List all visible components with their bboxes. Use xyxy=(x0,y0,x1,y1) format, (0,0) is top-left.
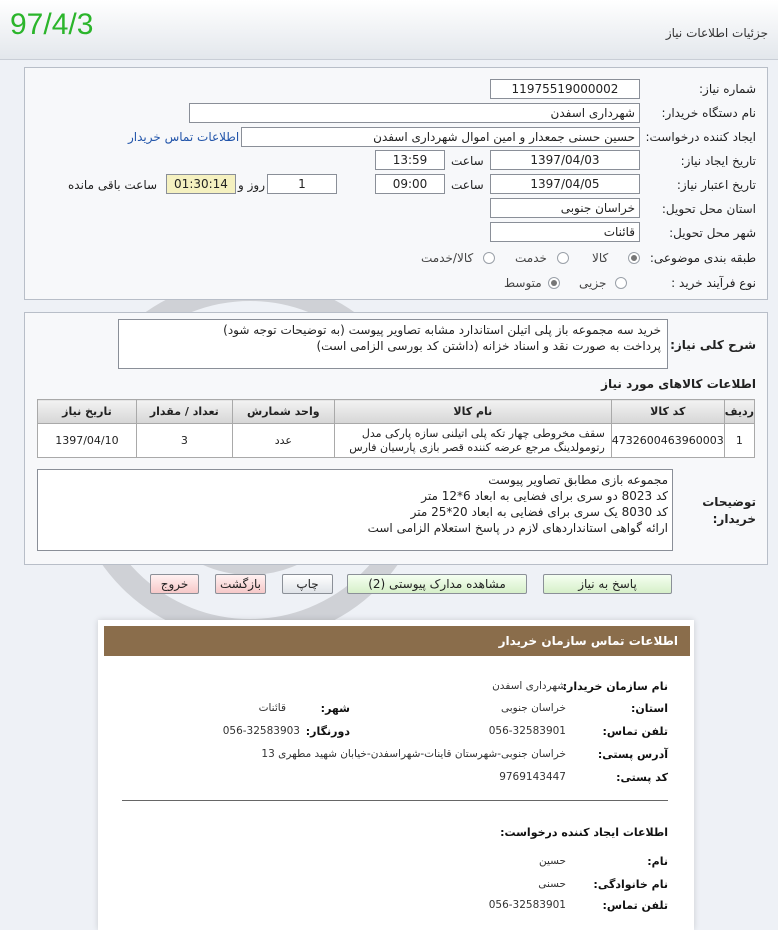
cell-item-name: سقف مخروطی چهار تکه پلی اتیلنی سازه پارکی مدل رتومولدینگ مرجع عرضه کننده قصر بازی پارسیان فارس xyxy=(334,424,611,458)
creator-label: ایجاد کننده درخواست: xyxy=(645,130,756,144)
page-header xyxy=(0,0,778,60)
valid-date-label: تاریخ اعتبار نیاز: xyxy=(676,178,756,192)
col-item-code: کد کالا xyxy=(611,400,724,424)
remaining-time-field[interactable]: 01:30:14 xyxy=(166,174,236,194)
notes-label-1: توضیحات xyxy=(702,495,756,509)
cell-item-code: 4732600463960003 xyxy=(611,424,724,458)
col-item-name: نام کالا xyxy=(334,400,611,424)
category-label: طبقه بندی موضوعی: xyxy=(649,251,756,265)
process-radio-minor[interactable] xyxy=(615,277,627,289)
summary-line: خرید سه مجموعه باز پلی اتیلن استاندارد مشابه تصاویر پیوست (به توضیحات توجه شود) xyxy=(223,323,661,337)
process-radio-medium[interactable] xyxy=(548,277,560,289)
creator-field[interactable]: حسین حسنی جمعدار و امین اموال شهرداری اسفدن xyxy=(241,127,640,147)
category-radio-both[interactable] xyxy=(483,252,495,264)
contact-address-label: آدرس پستی: xyxy=(597,748,668,761)
col-unit: واحد شمارش xyxy=(232,400,334,424)
category-radio-goods[interactable] xyxy=(628,252,640,264)
process-label: نوع فرآیند خرید : xyxy=(671,276,756,290)
notes-line: مجموعه بازی مطابق تصاویر پیوست xyxy=(488,473,668,487)
col-row-number: ردیف xyxy=(724,400,754,424)
notes-line: کد 8030 یک سری برای فضایی به ابعاد 20*25 متر xyxy=(410,505,668,519)
province-label: استان محل تحویل: xyxy=(661,202,756,216)
items-table xyxy=(37,399,755,458)
creator-phone-value: 056-32583901 xyxy=(488,899,566,911)
buyer-org-field[interactable]: شهرداری اسفدن xyxy=(189,103,640,123)
contact-address-value: خراسان جنوبی-شهرستان قاینات-شهراسفدن-خیابان شهید مطهری 13 xyxy=(261,748,566,760)
contact-postal-label: کد پستی: xyxy=(616,771,668,784)
notes-line: کد 8023 دو سری برای فضایی به ابعاد 6*12 متر xyxy=(421,489,668,503)
contact-phone-label: تلفن تماس: xyxy=(602,725,668,738)
buyer-contact-link[interactable]: اطلاعات تماس خریدار xyxy=(128,130,240,144)
category-option-both: کالا/خدمت xyxy=(421,251,474,265)
created-date-label: تاریخ ایجاد نیاز: xyxy=(680,154,756,168)
creator-name-value: حسین xyxy=(538,855,566,867)
attachments-button[interactable]: مشاهده مدارک پیوستی (2) xyxy=(347,574,527,594)
summary-line: پرداخت به صورت نقد و اسناد خزانه (داشتن کد بورسی الزامی است) xyxy=(316,339,661,353)
remaining-days-field[interactable]: 1 xyxy=(267,174,337,194)
contact-postal-value: 9769143447 xyxy=(499,771,566,783)
creator-name-label: نام: xyxy=(647,855,668,868)
created-time-label: ساعت xyxy=(451,154,484,168)
days-label: روز و xyxy=(238,178,265,192)
back-button[interactable]: بازگشت xyxy=(215,574,266,594)
notes-line: ارائه گواهی استانداردهای لازم در پاسخ استعلام الزامی است xyxy=(367,521,668,535)
created-date-field[interactable]: 1397/04/03 xyxy=(490,150,640,170)
col-need-date: تاریخ نیاز xyxy=(38,400,137,424)
contact-province-value: خراسان جنوبی xyxy=(500,702,566,714)
province-field[interactable]: خراسان جنوبی xyxy=(490,198,640,218)
process-option-minor: جزیی xyxy=(579,276,607,290)
contact-divider xyxy=(122,800,668,801)
col-quantity: تعداد / مقدار xyxy=(136,400,232,424)
table-row xyxy=(38,424,755,458)
contact-city-label: شهر: xyxy=(320,702,350,715)
cell-row-number: 1 xyxy=(724,424,754,458)
valid-time-field[interactable]: 09:00 xyxy=(375,174,445,194)
reply-button[interactable]: پاسخ به نیاز xyxy=(543,574,672,594)
contact-org-label: نام سازمان خریدار: xyxy=(562,680,668,693)
contact-fax-label: دورنگار: xyxy=(305,725,350,738)
creator-family-value: حسنی xyxy=(538,878,566,890)
category-option-goods: کالا xyxy=(592,251,609,265)
buyer-notes-textarea[interactable] xyxy=(37,469,673,551)
buyer-org-label: نام دستگاه خریدار: xyxy=(661,106,756,120)
contact-fax-value: 056-32583903 xyxy=(222,725,300,737)
cell-unit: عدد xyxy=(232,424,334,458)
valid-date-field[interactable]: 1397/04/05 xyxy=(490,174,640,194)
summary-textarea[interactable] xyxy=(118,319,668,369)
need-number-label: شماره نیاز: xyxy=(699,82,756,96)
city-label: شهر محل تحویل: xyxy=(669,226,756,240)
contact-phone-value: 056-32583901 xyxy=(488,725,566,737)
created-time-field[interactable]: 13:59 xyxy=(375,150,445,170)
items-table-header xyxy=(38,400,755,424)
print-button[interactable]: چاپ xyxy=(282,574,333,594)
city-field[interactable]: قائنات xyxy=(490,222,640,242)
contact-city-value: قائنات xyxy=(258,702,286,714)
cell-quantity: 3 xyxy=(136,424,232,458)
summary-label: شرح کلی نیاز: xyxy=(670,338,756,352)
category-option-service: خدمت xyxy=(515,251,547,265)
cell-need-date: 1397/04/10 xyxy=(38,424,137,458)
page-title: جزئیات اطلاعات نیاز xyxy=(665,26,768,40)
contact-org-value: شهرداری اسفدن xyxy=(492,680,566,692)
items-section-title: اطلاعات کالاهای مورد نیاز xyxy=(601,377,756,391)
process-option-medium: متوسط xyxy=(504,276,542,290)
creator-section-title: اطلاعات ایجاد کننده درخواست: xyxy=(500,826,668,839)
contact-province-label: استان: xyxy=(631,702,668,715)
exit-button[interactable]: خروج xyxy=(150,574,199,594)
notes-label-2: خریدار: xyxy=(712,512,756,526)
remaining-label: ساعت باقی مانده xyxy=(68,178,158,192)
creator-family-label: نام خانوادگی: xyxy=(593,878,668,891)
category-radio-service[interactable] xyxy=(557,252,569,264)
valid-time-label: ساعت xyxy=(451,178,484,192)
creator-phone-label: تلفن تماس: xyxy=(602,899,668,912)
contact-card-title: اطلاعات تماس سازمان خریدار xyxy=(104,626,690,656)
date-stamp: 97/4/3 xyxy=(10,8,94,41)
need-number-field[interactable]: 11975519000002 xyxy=(490,79,640,99)
